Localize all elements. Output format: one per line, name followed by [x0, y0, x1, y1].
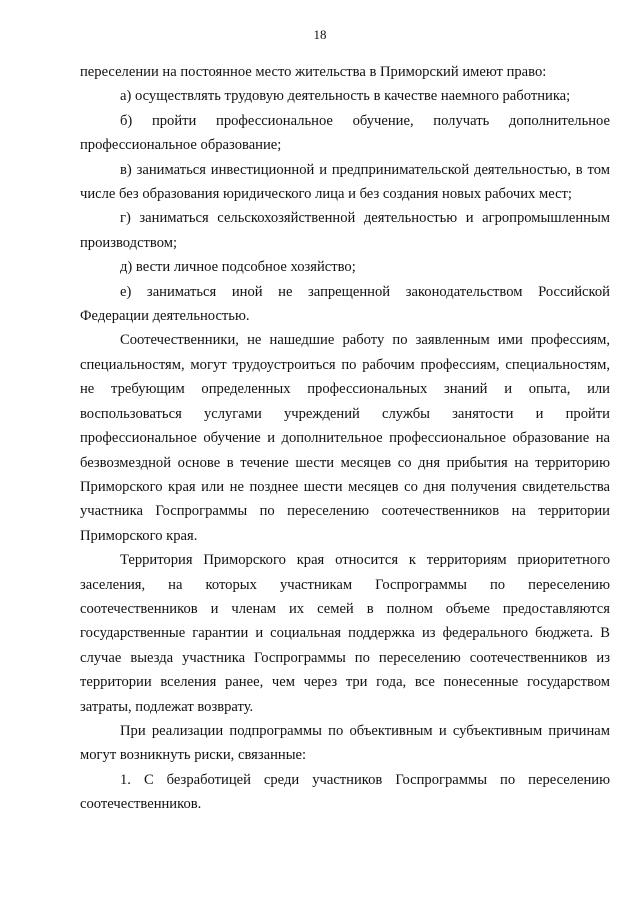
- list-item-d: д) вести личное подсобное хозяйство;: [120, 259, 356, 276]
- list-item-g: г) заниматься сельскохозяйственной деятельностью и агропромышленным производством;: [80, 210, 610, 251]
- list-item-e: е) заниматься иной не запрещенной законодательством Российской Федерации деятельностью.: [80, 283, 610, 325]
- paragraph-risk-1: 1. С безработицей среди участников Госпрограммы по переселению соотечественников.: [80, 771, 610, 813]
- page-number: 18: [313, 27, 327, 42]
- list-item-b: б) пройти профессиональное обучение, получать дополнительное профессиональное образование;: [80, 112, 610, 154]
- list-item-v: в) заниматься инвестиционной и предпринимательской деятельностью, в том числе без образования юридического лица и без создания новых рабочих мест;: [80, 161, 610, 203]
- paragraph-priority-territory: Территория Приморского края относится к территориям приоритетного заселения, на которых участникам Госпрограммы по переселению соотечественников и членам их семей в полном объеме предоставляются государственные гарантии и социальная поддержка из федерального бюджета. В случае выезда участника Госпрограммы по переселению соотечественников из территории вселения ранее, чем через три года, все понесенные государством затраты, подлежат возврату.: [80, 552, 610, 715]
- paragraph-risks: При реализации подпрограммы по объективным и субъективным причинам могут возникнуть риски, связанные:: [80, 722, 610, 764]
- paragraph-intro: переселении на постоянное место жительства в Приморский имеют право:: [80, 64, 547, 80]
- body-text: [80, 60, 610, 817]
- paragraph-employment: Соотечественники, не нашедшие работу по заявленным ими профессиям, специальностям, могут трудоустроиться по рабочим профессиям, специальностям, не требующим определенных профессиональных знаний и опыта, или воспользоваться услугами учреждений службы занятости и пройти профессиональное обучение и дополнительное профессиональное образование на безвозмездной основе в течение шести месяцев со дня прибытия на территорию Приморского края или не позднее шести месяцев со дня получения свидетельства участника Госпрограммы по переселению соотечественников на территории Приморского края.: [80, 332, 610, 544]
- list-item-a: а) осуществлять трудовую деятельность в качестве наемного работника;: [120, 88, 571, 105]
